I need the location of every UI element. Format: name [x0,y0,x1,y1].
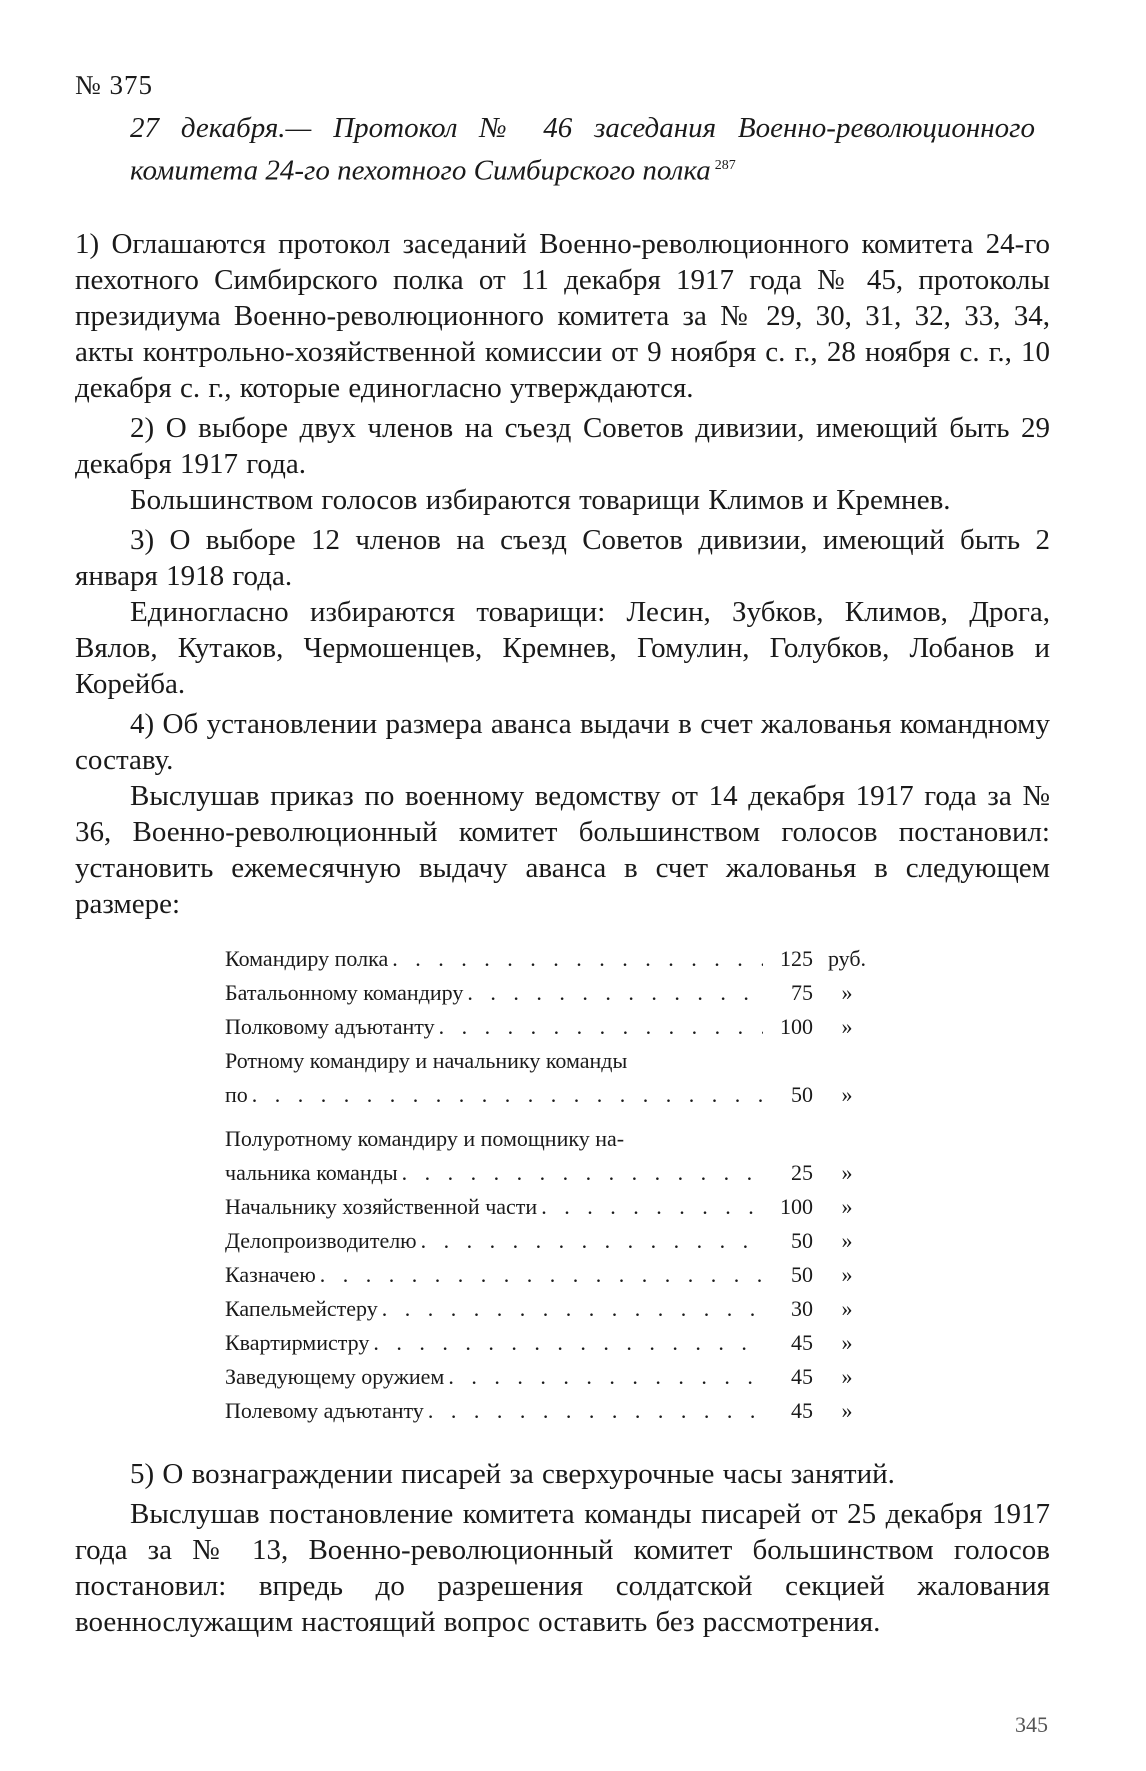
paragraph-7: Выслушав приказ по военному ведомству от 14 декабря 1917 года за № 36, Военно-революционный комитет большинством голосов постановил: установить ежемесячную выдачу аванса в счет жалованья в следующем размере: [75,779,1050,920]
document-title-text: 27 декабря.— Протокол № 46 заседания Военно-революционного комитета 24-го пехотного Симбирского полка [130,112,1035,187]
document-page [75,70,1050,1640]
salary-unit: » [841,1295,853,1321]
salary-row [225,1078,875,1112]
salary-amount: 25 [791,1159,813,1185]
salary-unit: » [841,1081,853,1107]
salary-label: Капельмейстеру [225,1295,378,1321]
salary-amount: 100 [780,1013,813,1039]
leader-dots [421,1224,763,1258]
salary-unit: » [841,1227,853,1253]
leader-dots [373,1326,763,1360]
salary-amount: 125 [780,945,813,971]
leader-dots [541,1190,763,1224]
salary-label: Казначею [225,1261,316,1287]
salary-unit: » [841,1397,853,1423]
salary-amount: 100 [780,1193,813,1219]
salary-amount: 50 [791,1261,813,1287]
paragraph-9: Выслушав постановление комитета команды писарей от 25 декабря 1917 года за № 13, Военно-революционный комитет большинством голосов постановил: впредь до разрешения солдатской секцией жалования военнослужащим настоящий вопрос оставить без рассмотрения. [75,1497,1050,1638]
salary-amount: 50 [791,1227,813,1253]
salary-row [225,1292,875,1326]
salary-label: Командиру полка [225,945,389,971]
salary-row [225,976,875,1010]
salary-label: чальника команды [225,1159,398,1185]
salary-unit: » [841,1363,853,1389]
salary-label: Квартирмистру [225,1329,370,1355]
paragraph-6: 4) Об установлении размера аванса выдачи в счет жалованья командному составу. [75,707,1050,776]
salary-amount: 75 [791,979,813,1005]
paragraph-8: 5) О вознаграждении писарей за сверхурочные часы занятий. [130,1457,895,1490]
salary-label: Батальонному командиру [225,979,464,1005]
salary-label: Полевому адъютанту [225,1397,424,1423]
salary-unit: » [841,1261,853,1287]
salary-label-wrap: Ротному командиру и начальнику команды [225,1047,628,1073]
salary-label: по [225,1081,248,1107]
salary-row [225,1224,875,1258]
salary-amount: 50 [791,1081,813,1107]
salary-unit: » [841,1193,853,1219]
salary-row [225,1360,875,1394]
leader-dots [252,1078,763,1112]
leader-dots [320,1258,763,1292]
salary-amount: 45 [791,1397,813,1423]
paragraph-3: Большинством голосов избираются товарищи Климов и Кремнев. [130,483,951,516]
page-number: 345 [1015,1712,1048,1737]
paragraph-5: Единогласно избираются товарищи: Лесин, Зубков, Климов, Дрога, Вялов, Кутаков, Чермошенцев, Кремнев, Гомулин, Голубков, Лобанов и Корейба. [75,595,1050,700]
paragraph-4: 3) О выборе 12 членов на съезд Советов дивизии, имеющий быть 2 января 1918 года. [75,523,1050,592]
salary-row [225,1258,875,1292]
salary-label-wrap: Полуротному командиру и помощнику на- [225,1125,625,1151]
salary-row [225,1326,875,1360]
salary-amount: 30 [791,1295,813,1321]
paragraph-1: 1) Оглашаются протокол заседаний Военно-революционного комитета 24-го пехотного Симбирского полка от 11 декабря 1917 года № 45, протоколы президиума Военно-революционного комитета за № 29, 30, 31, 32, 33, 34, акты контрольно-хозяйственной комиссии от 9 ноября с. г., 28 ноября с. г., 10 декабря с. г., которые единогласно утверждаются. [75,227,1050,404]
salary-label: Полковому адъютанту [225,1013,435,1039]
salary-unit: » [841,1013,853,1039]
leader-dots [428,1394,763,1428]
document-title [75,109,1050,190]
salary-label: Делопроизводителю [225,1227,417,1253]
leader-dots [448,1360,763,1394]
leader-dots [467,976,763,1010]
salary-amount: 45 [791,1363,813,1389]
salary-label: Заведующему оружием [225,1363,445,1389]
salary-row [225,1394,875,1428]
salary-unit: » [841,1329,853,1355]
salary-row [225,942,875,976]
leader-dots [402,1156,763,1190]
salary-row [225,1156,875,1190]
paragraph-2: 2) О выборе двух членов на съезд Советов дивизии, имеющий быть 29 декабря 1917 года. [75,411,1050,480]
salary-unit: руб. [827,945,867,971]
leader-dots [439,1010,763,1044]
salary-table [225,942,875,1428]
salary-row [225,1010,875,1044]
salary-row [225,1190,875,1224]
salary-unit: » [841,1159,853,1185]
footnote-marker: 287 [714,158,736,173]
salary-label: Начальнику хозяйственной части [225,1193,538,1219]
salary-unit: » [841,979,853,1005]
salary-amount: 45 [791,1329,813,1355]
document-number: № 375 [75,70,154,100]
leader-dots [392,942,763,976]
leader-dots [382,1292,763,1326]
